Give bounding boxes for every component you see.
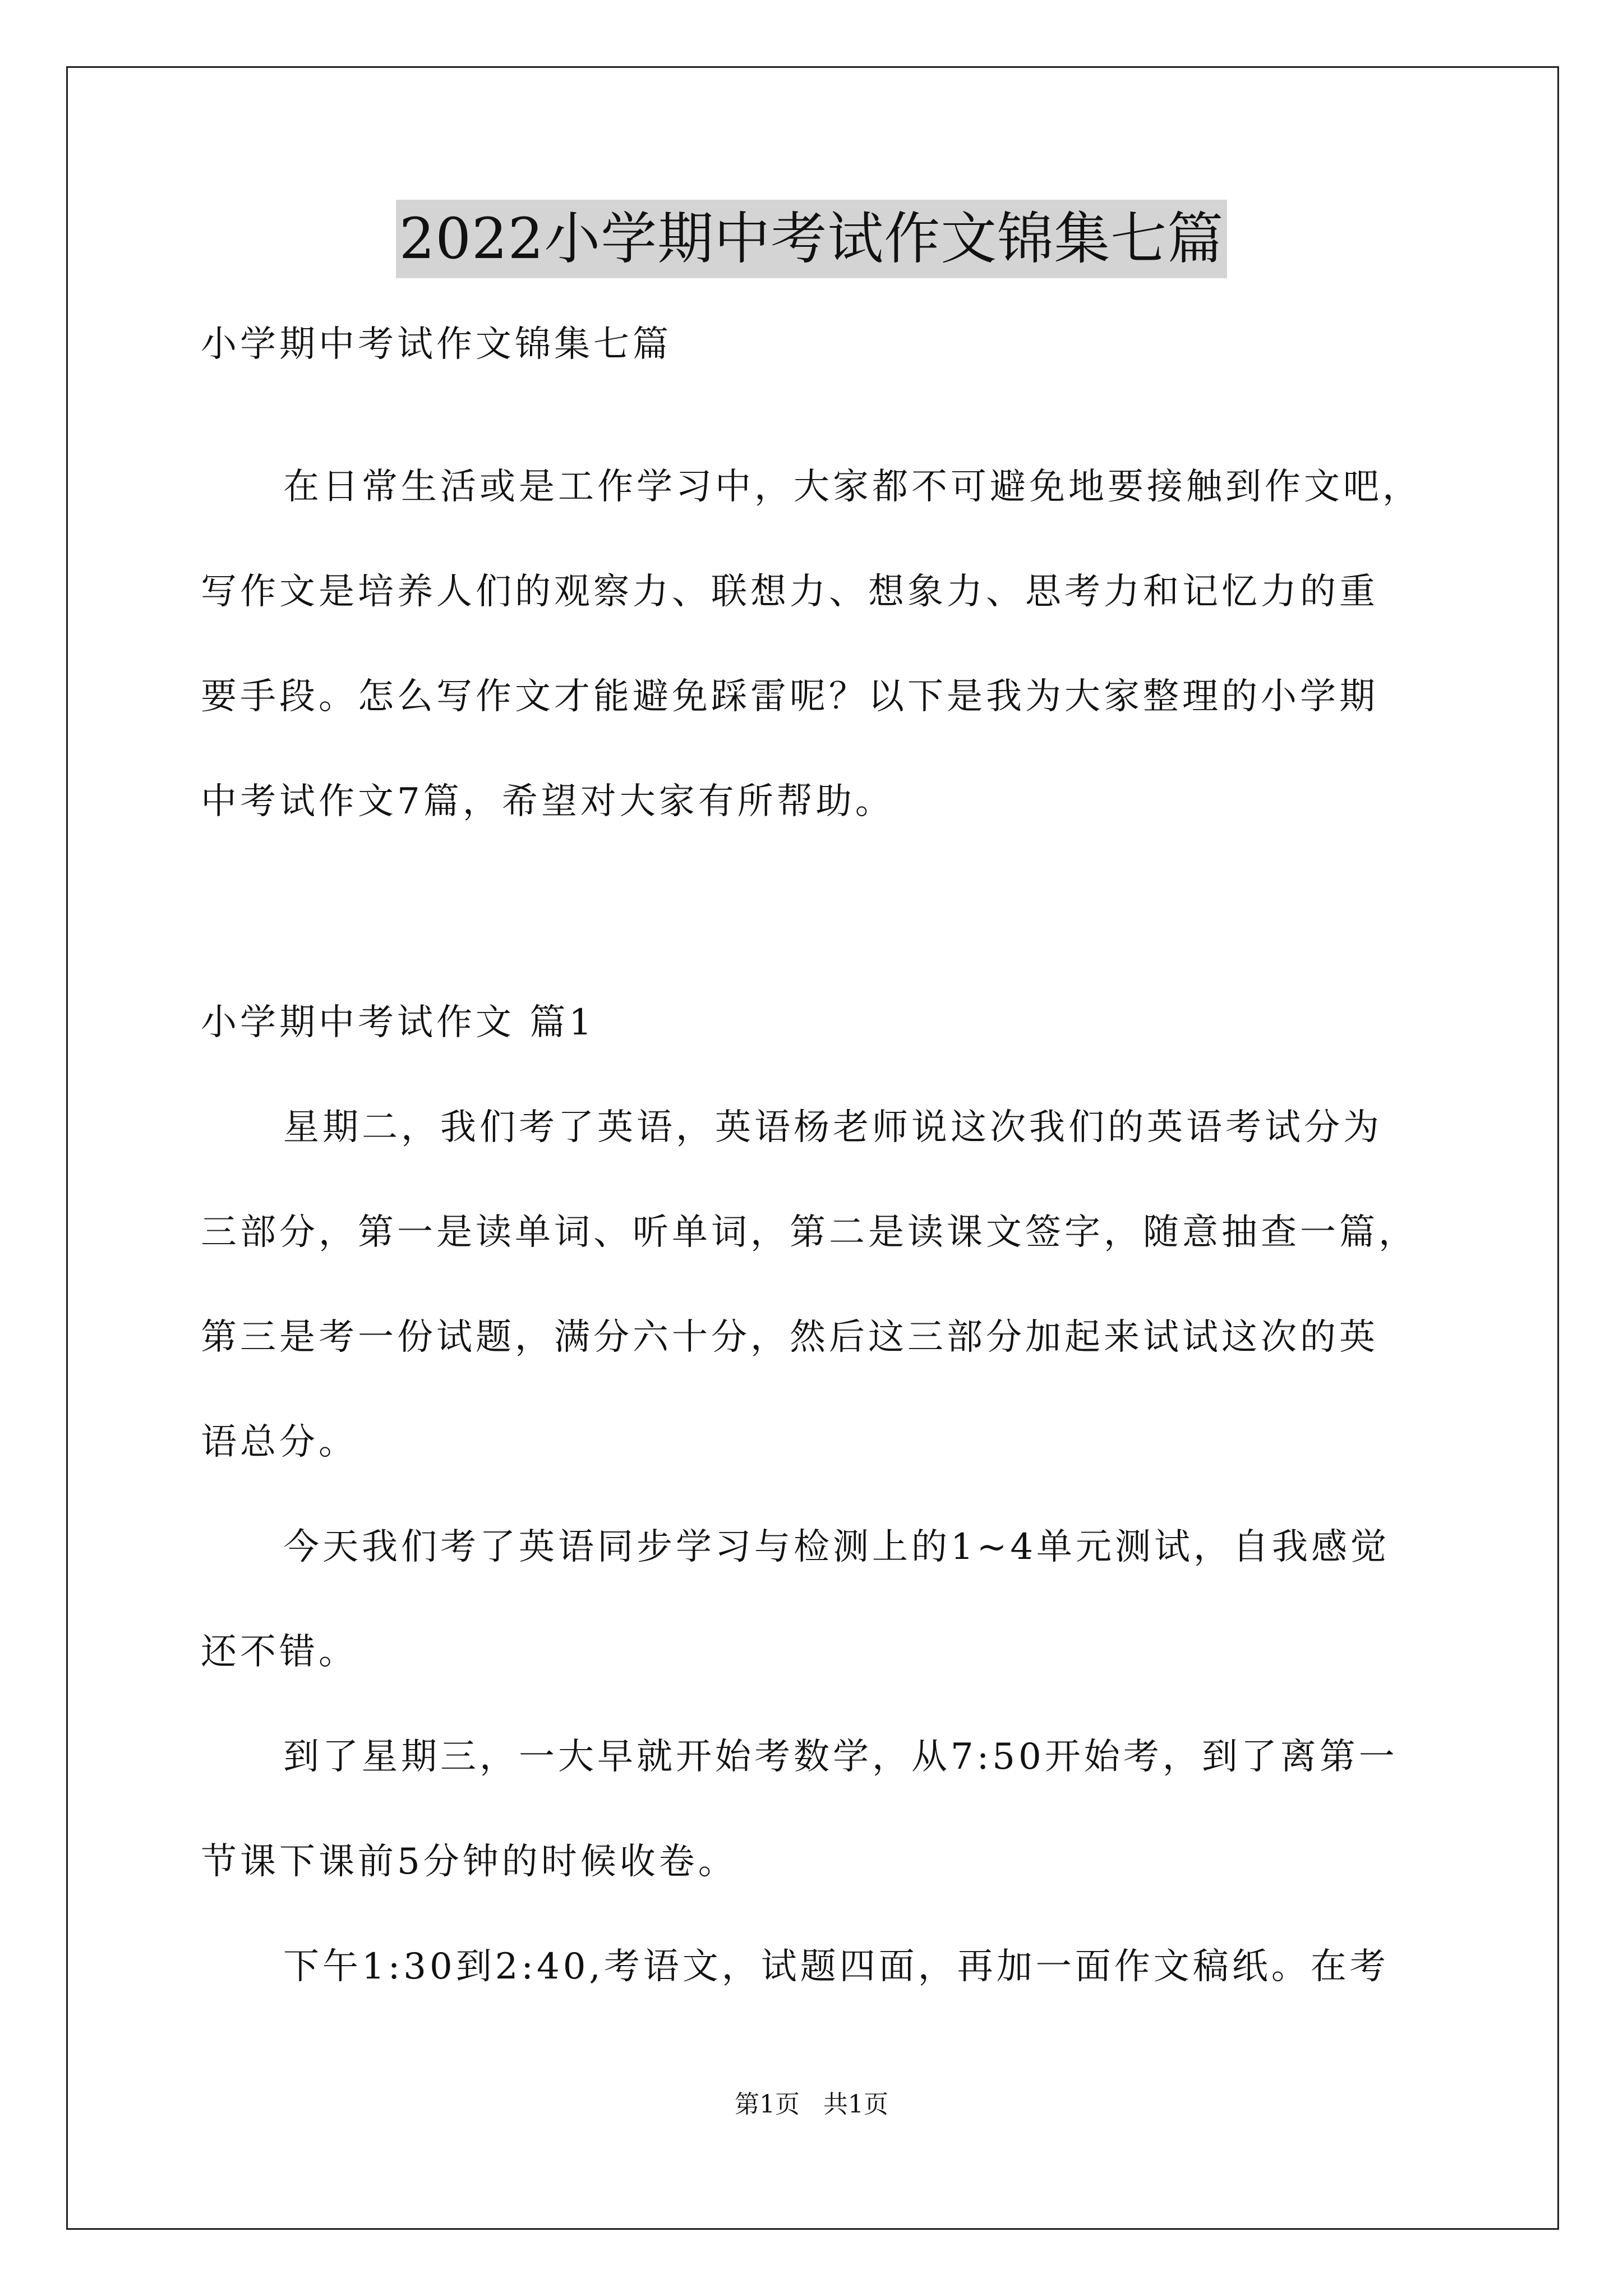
- essay-line-5: 今天我们考了英语同步学习与检测上的1~4单元测试，自我感觉: [283, 1526, 1390, 1568]
- intro-line-1: 在日常生活或是工作学习中，大家都不可避免地要接触到作文吧，: [283, 466, 1422, 508]
- subtitle-line: 小学期中考试作文锦集七篇: [201, 324, 672, 365]
- intro-line-3: 要手段。怎么写作文才能避免踩雷呢？以下是我为大家整理的小学期: [201, 676, 1378, 717]
- title-wrapper: [0, 200, 1623, 278]
- section-heading: 小学期中考试作文 篇1: [201, 1002, 596, 1043]
- page-footer: 第1页 共1页: [735, 2090, 888, 2119]
- essay-line-1: 星期二，我们考了英语，英语杨老师说这次我们的英语考试分为: [283, 1107, 1382, 1148]
- essay-line-3: 第三是考一份试题，满分六十分，然后这三部分加起来试试这次的英: [201, 1317, 1378, 1358]
- intro-line-2: 写作文是培养人们的观察力、联想力、想象力、思考力和记忆力的重: [201, 571, 1378, 613]
- essay-line-6: 还不错。: [201, 1631, 358, 1673]
- essay-line-2: 三部分，第一是读单词、听单词，第二是读课文签字，随意抽查一篇，: [201, 1212, 1418, 1253]
- essay-line-9: 下午1:30到2:40,考语文，试题四面，再加一面作文稿纸。在考: [283, 1946, 1389, 1987]
- document-title: 2022小学期中考试作文锦集七篇: [396, 200, 1228, 278]
- essay-line-4: 语总分。: [201, 1421, 358, 1463]
- essay-line-8: 节课下课前5分钟的时候收卷。: [201, 1841, 737, 1883]
- intro-line-4: 中考试作文7篇，希望对大家有所帮助。: [201, 781, 895, 822]
- essay-line-7: 到了星期三，一大早就开始考数学，从7:50开始考，到了离第一: [283, 1736, 1398, 1778]
